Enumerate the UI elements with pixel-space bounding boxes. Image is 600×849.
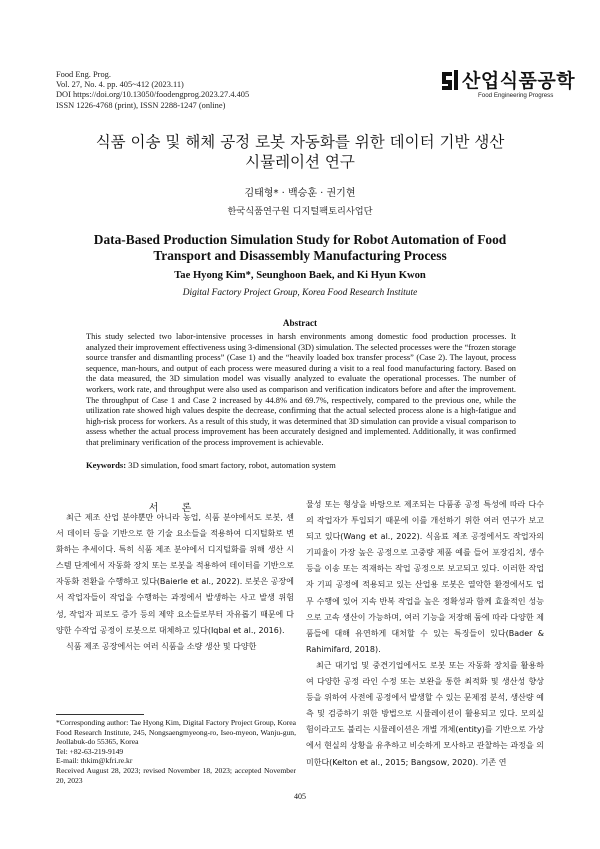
english-title <box>0 232 600 264</box>
english-affiliation: Digital Factory Project Group, Korea Food Research Institute <box>182 288 418 298</box>
english-authors: Tae Hyong Kim*, Seunghoon Baek, and Ki Hyun Kwon <box>174 270 426 281</box>
journal-logo-icon <box>440 68 460 92</box>
body-column-right <box>306 497 544 771</box>
footnote-received: Received August 28, 2023; revised November 18, 2023; accepted November 20, 2023 <box>56 765 296 785</box>
keywords-list: 3D simulation, food smart factory, robot, automation system <box>128 460 336 470</box>
korean-title <box>0 132 600 172</box>
body-paragraph: 물성 또는 형상을 바탕으로 제조되는 다품종 공정 특성에 따라 다수의 작업자가 투입되기 때문에 이를 개선하기 위한 여러 연구가 보고되고 있다(Wang et al., 2022). 식음료 제조 공정에서도 작업자의 기피율이 가장 높은 공정으로 고중량 제품 예를 들어 포장김치, 생수 등을 이송 또는 적재하는 작업 공정으로 보고되고 있다. 이러한 작업자 기피 공정에 적용되고 있는 산업용 로봇은 열악한 환경에서도 업무 수행에 있어 지속 반복 작업을 높은 정확성과 함께 효율적인 성능으로 고속 생산이 가능하며, 여러 기능을 저장해 둠에 따라 다양한 제품들에 대해 유연하게 대처할 수 있는 특징들이 있다(Bader & Rahimifard, 2018). <box>306 500 544 654</box>
english-title-line-1: Data-Based Production Simulation Study for Robot Automation of Food <box>93 232 507 247</box>
journal-name: Food Eng. Prog. <box>56 70 111 79</box>
keywords <box>86 460 516 470</box>
korean-affiliation: 한국식품연구원 디지털팩토리사업단 <box>227 206 373 217</box>
footnote-email[interactable]: E-mail: thkim@kfri.re.kr <box>56 756 133 766</box>
abstract-heading: Abstract <box>282 318 318 328</box>
section-heading-introduction: 서 론 <box>148 503 202 514</box>
english-title-line-2: Transport and Disassembly Manufacturing Process <box>153 248 447 263</box>
footnote <box>56 718 296 785</box>
abstract-text: This study selected two labor-intensive processes in harsh environments among domestic food production processes. It analyzed their improvement effectiveness using 3-dimensional (3D) simulation. The selected processes were the “frozen storage source transfer and dismantling process” (Case 1) and the “heavily loaded box transfer process” (Case 2). The layout, process sequence, man-hours, and output of each process were measured during a visit to a real food manufacturing factory. Based on the data measured, the 3D simulation model was visually analyzed to evaluate the operational processes. The number of workers, work rate, and throughput were also used as comparison and verification indicators before and after the improvement. The throughput of Case 1 and Case 2 increased by 44.8% and 69.7%, respectively, compared to the previous one, while the utilization rate showed high values despite the decrease, confirming that the actual selected process alone is a high-fatigue and high-risk process for workers. As a result of this study, it was determined that 3D simulation can provide a visual comparison to assess whether the actual process improvement has been accurately designed and implemented. Additionally, it was confirmed that preliminary verification of the process improvement is achievable. <box>86 332 516 447</box>
journal-meta <box>56 70 249 111</box>
page-number: 405 <box>294 792 306 801</box>
footnote-divider <box>56 714 144 715</box>
footnote-corresponding: *Corresponding author: Tae Hyong Kim, Digital Factory Project Group, Korea Food Research Institute, 245, Nongsaengmyeong-ro, Iseo-myeon, Wanju-gun, Jeollabuk-do 55365, Korea <box>56 718 296 747</box>
journal-logo-text: 산업식품공학 <box>462 70 576 92</box>
keywords-label: Keywords: <box>86 460 127 470</box>
body-paragraph: 식품 제조 공장에서는 여러 식품을 소량 생산 및 다양한 <box>66 641 257 651</box>
journal-issn: ISSN 1226-4768 (print), ISSN 2288-1247 (online) <box>56 100 226 110</box>
body-column-left <box>56 510 294 655</box>
body-paragraph: 최근 제조 산업 분야뿐만 아니라 농업, 식품 분야에서도 로봇, 센서 데이터 등을 기반으로 한 기술 요소들을 적용하여 디지털화로 변화하는 추세이다. 특히 식품 제조 분야에서 디지털화를 위해 생산 시스템 단계에서 자동화 장치 또는 로봇을 적용하여 데이터를 기반으로 자동화 전환을 수행하고 있다(Baierle et al., 2022). 로봇은 공장에서 작업자들이 작업을 수행하는 과정에서 발생하는 사고 발생 위험성, 작업자 피로도 증가 등의 제약 요소들로부터 자유롭기 때문에 다양한 수작업 공정이 로봇으로 대체하고 있다(Iqbal et al., 2016). <box>56 513 294 635</box>
journal-volume: Vol. 27, No. 4. pp. 405~412 (2023.11) <box>56 80 184 90</box>
footnote-tel: Tel: +82-63-219-9149 <box>56 746 124 756</box>
korean-title-line-1: 식품 이송 및 해체 공정 로봇 자동화를 위한 데이터 기반 생산 <box>95 133 505 151</box>
korean-title-line-2: 시뮬레이션 연구 <box>245 153 355 171</box>
journal-logo-subtitle: Food Engineering Progress <box>478 92 554 99</box>
journal-doi[interactable]: DOI https://doi.org/10.13050/foodengprog.2023.27.4.405 <box>56 90 250 100</box>
journal-logo <box>440 66 576 106</box>
korean-authors: 김태형* · 백승훈 · 권기현 <box>244 188 356 199</box>
body-paragraph: 최근 대기업 및 중견기업에서도 로봇 또는 자동화 장치를 활용하여 다양한 공정 라인 수정 또는 보완을 통한 최적화 및 생산성 향상 등을 위하여 사전에 공정에서 발생할 수 있는 문제점 분석, 생산량 예측 및 검증하기 위한 방법으로 시뮬레이션이 활용되고 있다. 모의실험이라고도 불리는 시뮬레이션은 개별 개체(entity)를 기반으로 가상에서 현실의 상황을 유추하고 비슷하게 모사하고 관찰하는 과정을 의미한다(Kelton et al., 2015; Bangsow, 2020). 기존 연 <box>306 660 544 767</box>
